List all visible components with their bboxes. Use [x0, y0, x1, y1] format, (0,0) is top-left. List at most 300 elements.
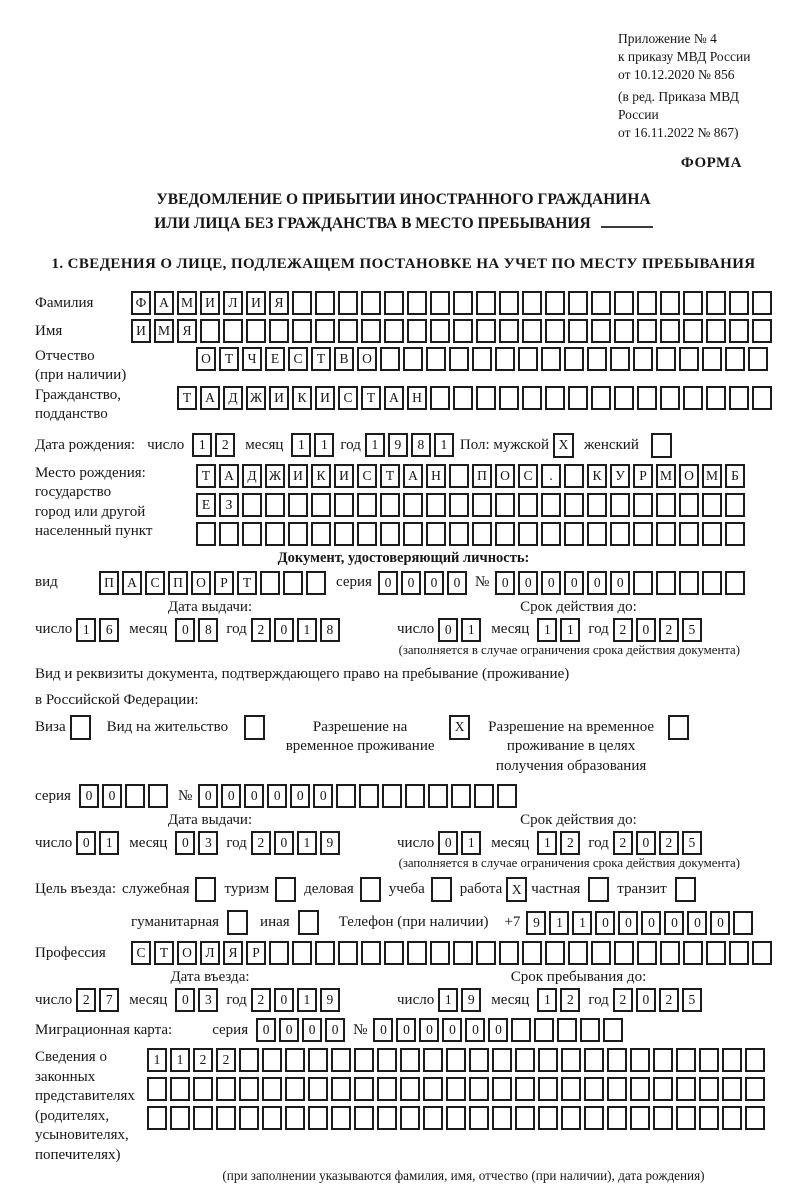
identity-issue-year-cell-4-filled[interactable]: 8	[320, 618, 340, 642]
birth-place-row1-cell-8-filled[interactable]: С	[357, 464, 377, 488]
identity-issue-day-cell-2-filled[interactable]: 6	[99, 618, 119, 642]
birth-place-row2-cell-5-empty[interactable]	[288, 493, 308, 517]
representatives-row2-cell-15-empty[interactable]	[469, 1077, 489, 1101]
migration-number-cell-10-empty[interactable]	[580, 1018, 600, 1042]
profession-cell-5-filled[interactable]: Я	[223, 941, 243, 965]
birth-place-row3-cell-22-empty[interactable]	[679, 522, 699, 546]
representatives-row3-cell-10-empty[interactable]	[354, 1106, 374, 1130]
birth-place-row3-cell-9-empty[interactable]	[380, 522, 400, 546]
purpose-private-checkbox-cell-1-empty[interactable]	[588, 877, 609, 902]
surname-cell-26-empty[interactable]	[706, 291, 726, 315]
representatives-row2-cell-10-empty[interactable]	[354, 1077, 374, 1101]
citizenship-cell-10-filled[interactable]: А	[384, 386, 404, 410]
citizenship-cell-24-empty[interactable]	[706, 386, 726, 410]
surname-cell-8-empty[interactable]	[292, 291, 312, 315]
representatives-row1-cell-27-empty[interactable]	[745, 1048, 765, 1072]
firstname-cell-15-empty[interactable]	[453, 319, 473, 343]
patronymic-cell-14-empty[interactable]	[495, 347, 515, 371]
identity-number-cell-3-filled[interactable]: 0	[541, 571, 561, 595]
migration-number-cell-1-filled[interactable]: 0	[373, 1018, 393, 1042]
representatives-row3-cell-1-empty[interactable]	[147, 1106, 167, 1130]
citizenship-cell-9-filled[interactable]: Т	[361, 386, 381, 410]
profession-cell-17-empty[interactable]	[499, 941, 519, 965]
representatives-row2-cell-24-empty[interactable]	[676, 1077, 696, 1101]
representatives-row2-cell-11-empty[interactable]	[377, 1077, 397, 1101]
identity-series-cell-1-filled[interactable]: 0	[378, 571, 398, 595]
representatives-row2-cell-18-empty[interactable]	[538, 1077, 558, 1101]
representatives-row2-cell-21-empty[interactable]	[607, 1077, 627, 1101]
surname-cell-19-empty[interactable]	[545, 291, 565, 315]
residence-number-cell-5-filled[interactable]: 0	[290, 784, 310, 808]
birth-place-row3-cell-16-empty[interactable]	[541, 522, 561, 546]
surname-cell-20-empty[interactable]	[568, 291, 588, 315]
birth-place-row3-cell-19-empty[interactable]	[610, 522, 630, 546]
citizenship-cell-17-empty[interactable]	[545, 386, 565, 410]
identity-number-cell-5-filled[interactable]: 0	[587, 571, 607, 595]
residence-number-cell-13-empty[interactable]	[474, 784, 494, 808]
surname-cell-23-empty[interactable]	[637, 291, 657, 315]
surname-cell-18-empty[interactable]	[522, 291, 542, 315]
surname-cell-2-filled[interactable]: А	[154, 291, 174, 315]
citizenship-cell-1-filled[interactable]: Т	[177, 386, 197, 410]
residence-issue-day-cell-2-filled[interactable]: 1	[99, 831, 119, 855]
firstname-cell-27-empty[interactable]	[729, 319, 749, 343]
birth-place-row1-cell-24-filled[interactable]: Б	[725, 464, 745, 488]
surname-cell-15-empty[interactable]	[453, 291, 473, 315]
migration-number-cell-6-filled[interactable]: 0	[488, 1018, 508, 1042]
identity-issue-year-cell-2-filled[interactable]: 0	[274, 618, 294, 642]
phone-cell-6-filled[interactable]: 0	[641, 911, 661, 935]
residence-issue-year-cell-4-filled[interactable]: 9	[320, 831, 340, 855]
entry-year-cell-2-filled[interactable]: 0	[274, 988, 294, 1012]
patronymic-cell-3-filled[interactable]: Ч	[242, 347, 262, 371]
patronymic-cell-23-empty[interactable]	[702, 347, 722, 371]
representatives-row3-cell-9-empty[interactable]	[331, 1106, 351, 1130]
identity-valid-month-cell-2-filled[interactable]: 1	[560, 618, 580, 642]
profession-cell-10-empty[interactable]	[338, 941, 358, 965]
birth-place-row2-cell-14-empty[interactable]	[495, 493, 515, 517]
identity-valid-year-cell-4-filled[interactable]: 5	[682, 618, 702, 642]
patronymic-cell-25-empty[interactable]	[748, 347, 768, 371]
birth-place-row1-cell-22-filled[interactable]: О	[679, 464, 699, 488]
representatives-row1-cell-5-empty[interactable]	[239, 1048, 259, 1072]
birth-place-row2-cell-15-empty[interactable]	[518, 493, 538, 517]
birth-place-row3-cell-7-empty[interactable]	[334, 522, 354, 546]
patronymic-cell-6-filled[interactable]: Т	[311, 347, 331, 371]
representatives-row2-cell-3-empty[interactable]	[193, 1077, 213, 1101]
residence-series-cell-2-filled[interactable]: 0	[102, 784, 122, 808]
identity-kind-cell-7-filled[interactable]: Т	[237, 571, 257, 595]
surname-cell-27-empty[interactable]	[729, 291, 749, 315]
birth-place-row1-cell-1-filled[interactable]: Т	[196, 464, 216, 488]
patronymic-cell-24-empty[interactable]	[725, 347, 745, 371]
representatives-row1-cell-9-empty[interactable]	[331, 1048, 351, 1072]
stay-year-cell-1-filled[interactable]: 2	[613, 988, 633, 1012]
representatives-row3-cell-21-empty[interactable]	[607, 1106, 627, 1130]
firstname-cell-7-empty[interactable]	[269, 319, 289, 343]
profession-cell-7-empty[interactable]	[269, 941, 289, 965]
migration-number-cell-3-filled[interactable]: 0	[419, 1018, 439, 1042]
stay-year-cell-2-filled[interactable]: 0	[636, 988, 656, 1012]
phone-cell-5-filled[interactable]: 0	[618, 911, 638, 935]
identity-issue-year-cell-3-filled[interactable]: 1	[297, 618, 317, 642]
representatives-row2-cell-19-empty[interactable]	[561, 1077, 581, 1101]
firstname-cell-21-empty[interactable]	[591, 319, 611, 343]
residence-number-cell-10-empty[interactable]	[405, 784, 425, 808]
birth-place-row3-cell-8-empty[interactable]	[357, 522, 377, 546]
residence-number-cell-4-filled[interactable]: 0	[267, 784, 287, 808]
residence-issue-year-cell-2-filled[interactable]: 0	[274, 831, 294, 855]
representatives-row2-cell-12-empty[interactable]	[400, 1077, 420, 1101]
patronymic-cell-2-filled[interactable]: Т	[219, 347, 239, 371]
stay-month-cell-2-filled[interactable]: 2	[560, 988, 580, 1012]
representatives-row1-cell-12-empty[interactable]	[400, 1048, 420, 1072]
phone-cell-9-filled[interactable]: 0	[710, 911, 730, 935]
identity-valid-year-cell-3-filled[interactable]: 2	[659, 618, 679, 642]
residence-valid-day-cell-2-filled[interactable]: 1	[461, 831, 481, 855]
citizenship-cell-14-empty[interactable]	[476, 386, 496, 410]
birth-place-row2-cell-21-empty[interactable]	[656, 493, 676, 517]
birth-place-row2-cell-9-empty[interactable]	[380, 493, 400, 517]
stay-day-cell-2-filled[interactable]: 9	[461, 988, 481, 1012]
representatives-row3-cell-27-empty[interactable]	[745, 1106, 765, 1130]
surname-cell-17-empty[interactable]	[499, 291, 519, 315]
birth-place-row1-cell-13-filled[interactable]: П	[472, 464, 492, 488]
firstname-cell-23-empty[interactable]	[637, 319, 657, 343]
birth-place-row3-cell-21-empty[interactable]	[656, 522, 676, 546]
residence-number-cell-9-empty[interactable]	[382, 784, 402, 808]
citizenship-cell-25-empty[interactable]	[729, 386, 749, 410]
birth-place-row3-cell-11-empty[interactable]	[426, 522, 446, 546]
birth-place-row1-cell-9-filled[interactable]: Т	[380, 464, 400, 488]
birth-day-cell-1-filled[interactable]: 1	[192, 433, 212, 457]
patronymic-cell-16-empty[interactable]	[541, 347, 561, 371]
surname-cell-13-empty[interactable]	[407, 291, 427, 315]
citizenship-cell-20-empty[interactable]	[614, 386, 634, 410]
birth-place-row1-cell-5-filled[interactable]: И	[288, 464, 308, 488]
citizenship-cell-21-empty[interactable]	[637, 386, 657, 410]
firstname-cell-19-empty[interactable]	[545, 319, 565, 343]
identity-kind-cell-6-filled[interactable]: Р	[214, 571, 234, 595]
stay-year-cell-3-filled[interactable]: 2	[659, 988, 679, 1012]
representatives-row1-cell-20-empty[interactable]	[584, 1048, 604, 1072]
profession-cell-26-empty[interactable]	[706, 941, 726, 965]
birth-year-cell-3-filled[interactable]: 8	[411, 433, 431, 457]
surname-cell-12-empty[interactable]	[384, 291, 404, 315]
representatives-row2-cell-4-empty[interactable]	[216, 1077, 236, 1101]
phone-cell-7-filled[interactable]: 0	[664, 911, 684, 935]
phone-cell-1-filled[interactable]: 9	[526, 911, 546, 935]
residence-valid-year-cell-2-filled[interactable]: 0	[636, 831, 656, 855]
birth-place-row1-cell-7-filled[interactable]: И	[334, 464, 354, 488]
representatives-row2-cell-2-empty[interactable]	[170, 1077, 190, 1101]
purpose-other-checkbox-cell-1-empty[interactable]	[298, 910, 319, 935]
patronymic-cell-17-empty[interactable]	[564, 347, 584, 371]
birth-place-row3-cell-20-empty[interactable]	[633, 522, 653, 546]
phone-cell-10-empty[interactable]	[733, 911, 753, 935]
firstname-cell-12-empty[interactable]	[384, 319, 404, 343]
firstname-cell-16-empty[interactable]	[476, 319, 496, 343]
representatives-row2-cell-25-empty[interactable]	[699, 1077, 719, 1101]
purpose-tourism-checkbox-cell-1-empty[interactable]	[275, 877, 296, 902]
profession-cell-18-empty[interactable]	[522, 941, 542, 965]
surname-cell-3-filled[interactable]: М	[177, 291, 197, 315]
representatives-row3-cell-2-empty[interactable]	[170, 1106, 190, 1130]
migration-series-cell-3-filled[interactable]: 0	[302, 1018, 322, 1042]
birth-place-row3-cell-4-empty[interactable]	[265, 522, 285, 546]
citizenship-cell-26-empty[interactable]	[752, 386, 772, 410]
identity-valid-day-cell-2-filled[interactable]: 1	[461, 618, 481, 642]
birth-place-row1-cell-10-filled[interactable]: А	[403, 464, 423, 488]
firstname-cell-1-filled[interactable]: И	[131, 319, 151, 343]
option-temp-residence-edu-checkbox-cell-1-empty[interactable]	[668, 715, 689, 740]
surname-cell-21-empty[interactable]	[591, 291, 611, 315]
birth-place-row1-cell-21-filled[interactable]: М	[656, 464, 676, 488]
representatives-row3-cell-26-empty[interactable]	[722, 1106, 742, 1130]
residence-number-cell-1-filled[interactable]: 0	[198, 784, 218, 808]
birth-place-row3-cell-23-empty[interactable]	[702, 522, 722, 546]
patronymic-cell-22-empty[interactable]	[679, 347, 699, 371]
birth-place-row2-cell-7-empty[interactable]	[334, 493, 354, 517]
representatives-row3-cell-25-empty[interactable]	[699, 1106, 719, 1130]
representatives-row3-cell-6-empty[interactable]	[262, 1106, 282, 1130]
representatives-row1-cell-8-empty[interactable]	[308, 1048, 328, 1072]
representatives-row2-cell-16-empty[interactable]	[492, 1077, 512, 1101]
firstname-cell-22-empty[interactable]	[614, 319, 634, 343]
residence-valid-year-cell-4-filled[interactable]: 5	[682, 831, 702, 855]
migration-number-cell-2-filled[interactable]: 0	[396, 1018, 416, 1042]
migration-series-cell-2-filled[interactable]: 0	[279, 1018, 299, 1042]
citizenship-cell-3-filled[interactable]: Д	[223, 386, 243, 410]
profession-cell-19-empty[interactable]	[545, 941, 565, 965]
birth-place-row1-cell-18-filled[interactable]: К	[587, 464, 607, 488]
surname-cell-25-empty[interactable]	[683, 291, 703, 315]
profession-cell-27-empty[interactable]	[729, 941, 749, 965]
entry-year-cell-1-filled[interactable]: 2	[251, 988, 271, 1012]
representatives-row3-cell-11-empty[interactable]	[377, 1106, 397, 1130]
firstname-cell-14-empty[interactable]	[430, 319, 450, 343]
birth-place-row3-cell-3-empty[interactable]	[242, 522, 262, 546]
patronymic-cell-11-empty[interactable]	[426, 347, 446, 371]
surname-cell-6-filled[interactable]: И	[246, 291, 266, 315]
representatives-row1-cell-7-empty[interactable]	[285, 1048, 305, 1072]
representatives-row2-cell-26-empty[interactable]	[722, 1077, 742, 1101]
residence-issue-month-cell-1-filled[interactable]: 0	[175, 831, 195, 855]
citizenship-cell-13-empty[interactable]	[453, 386, 473, 410]
representatives-row1-cell-3-filled[interactable]: 2	[193, 1048, 213, 1072]
representatives-row1-cell-1-filled[interactable]: 1	[147, 1048, 167, 1072]
profession-cell-28-empty[interactable]	[752, 941, 772, 965]
identity-issue-year-cell-1-filled[interactable]: 2	[251, 618, 271, 642]
migration-series-cell-4-filled[interactable]: 0	[325, 1018, 345, 1042]
identity-number-cell-11-empty[interactable]	[725, 571, 745, 595]
phone-cell-3-filled[interactable]: 1	[572, 911, 592, 935]
profession-cell-20-empty[interactable]	[568, 941, 588, 965]
surname-cell-24-empty[interactable]	[660, 291, 680, 315]
profession-cell-15-empty[interactable]	[453, 941, 473, 965]
representatives-row2-cell-7-empty[interactable]	[285, 1077, 305, 1101]
identity-valid-year-cell-1-filled[interactable]: 2	[613, 618, 633, 642]
firstname-cell-11-empty[interactable]	[361, 319, 381, 343]
identity-kind-cell-1-filled[interactable]: П	[99, 571, 119, 595]
citizenship-cell-18-empty[interactable]	[568, 386, 588, 410]
birth-place-row2-cell-24-empty[interactable]	[725, 493, 745, 517]
representatives-row2-cell-17-empty[interactable]	[515, 1077, 535, 1101]
entry-month-cell-1-filled[interactable]: 0	[175, 988, 195, 1012]
representatives-row3-cell-8-empty[interactable]	[308, 1106, 328, 1130]
birth-place-row1-cell-11-filled[interactable]: Н	[426, 464, 446, 488]
firstname-cell-13-empty[interactable]	[407, 319, 427, 343]
representatives-row1-cell-26-empty[interactable]	[722, 1048, 742, 1072]
surname-cell-1-filled[interactable]: Ф	[131, 291, 151, 315]
citizenship-cell-8-filled[interactable]: С	[338, 386, 358, 410]
profession-cell-25-empty[interactable]	[683, 941, 703, 965]
surname-cell-4-filled[interactable]: И	[200, 291, 220, 315]
birth-place-row1-cell-3-filled[interactable]: Д	[242, 464, 262, 488]
identity-kind-cell-9-empty[interactable]	[283, 571, 303, 595]
profession-cell-4-filled[interactable]: Л	[200, 941, 220, 965]
birth-month-cell-2-filled[interactable]: 1	[314, 433, 334, 457]
surname-cell-11-empty[interactable]	[361, 291, 381, 315]
migration-number-cell-8-empty[interactable]	[534, 1018, 554, 1042]
migration-number-cell-7-empty[interactable]	[511, 1018, 531, 1042]
identity-kind-cell-2-filled[interactable]: А	[122, 571, 142, 595]
birth-month-cell-1-filled[interactable]: 1	[291, 433, 311, 457]
profession-cell-11-empty[interactable]	[361, 941, 381, 965]
firstname-cell-26-empty[interactable]	[706, 319, 726, 343]
birth-place-row2-cell-23-empty[interactable]	[702, 493, 722, 517]
purpose-study-checkbox-cell-1-empty[interactable]	[431, 877, 452, 902]
residence-number-cell-6-filled[interactable]: 0	[313, 784, 333, 808]
representatives-row1-cell-13-empty[interactable]	[423, 1048, 443, 1072]
birth-place-row1-cell-2-filled[interactable]: А	[219, 464, 239, 488]
birth-place-row1-cell-23-filled[interactable]: М	[702, 464, 722, 488]
representatives-row1-cell-17-empty[interactable]	[515, 1048, 535, 1072]
purpose-transit-checkbox-cell-1-empty[interactable]	[675, 877, 696, 902]
profession-cell-2-filled[interactable]: Т	[154, 941, 174, 965]
phone-cell-2-filled[interactable]: 1	[549, 911, 569, 935]
representatives-row3-cell-5-empty[interactable]	[239, 1106, 259, 1130]
representatives-row2-cell-22-empty[interactable]	[630, 1077, 650, 1101]
identity-valid-day-cell-1-filled[interactable]: 0	[438, 618, 458, 642]
representatives-row2-cell-20-empty[interactable]	[584, 1077, 604, 1101]
birth-place-row2-cell-12-empty[interactable]	[449, 493, 469, 517]
patronymic-cell-8-filled[interactable]: О	[357, 347, 377, 371]
birth-place-row2-cell-20-empty[interactable]	[633, 493, 653, 517]
residence-issue-year-cell-1-filled[interactable]: 2	[251, 831, 271, 855]
birth-year-cell-1-filled[interactable]: 1	[365, 433, 385, 457]
option-residence-permit-checkbox-cell-1-empty[interactable]	[244, 715, 265, 740]
firstname-cell-9-empty[interactable]	[315, 319, 335, 343]
representatives-row1-cell-25-empty[interactable]	[699, 1048, 719, 1072]
representatives-row1-cell-24-empty[interactable]	[676, 1048, 696, 1072]
profession-cell-22-empty[interactable]	[614, 941, 634, 965]
firstname-cell-6-empty[interactable]	[246, 319, 266, 343]
patronymic-cell-1-filled[interactable]: О	[196, 347, 216, 371]
surname-cell-28-empty[interactable]	[752, 291, 772, 315]
identity-number-cell-7-empty[interactable]	[633, 571, 653, 595]
representatives-row3-cell-20-empty[interactable]	[584, 1106, 604, 1130]
birth-place-row1-cell-6-filled[interactable]: К	[311, 464, 331, 488]
identity-series-cell-2-filled[interactable]: 0	[401, 571, 421, 595]
residence-number-cell-11-empty[interactable]	[428, 784, 448, 808]
residence-valid-day-cell-1-filled[interactable]: 0	[438, 831, 458, 855]
birth-place-row2-cell-19-empty[interactable]	[610, 493, 630, 517]
birth-place-row2-cell-16-empty[interactable]	[541, 493, 561, 517]
representatives-row1-cell-16-empty[interactable]	[492, 1048, 512, 1072]
representatives-row1-cell-23-empty[interactable]	[653, 1048, 673, 1072]
identity-number-cell-6-filled[interactable]: 0	[610, 571, 630, 595]
representatives-row2-cell-6-empty[interactable]	[262, 1077, 282, 1101]
firstname-cell-10-empty[interactable]	[338, 319, 358, 343]
stay-day-cell-1-filled[interactable]: 1	[438, 988, 458, 1012]
citizenship-cell-11-filled[interactable]: Н	[407, 386, 427, 410]
representatives-row3-cell-24-empty[interactable]	[676, 1106, 696, 1130]
representatives-row1-cell-15-empty[interactable]	[469, 1048, 489, 1072]
residence-issue-month-cell-2-filled[interactable]: 3	[198, 831, 218, 855]
patronymic-cell-9-empty[interactable]	[380, 347, 400, 371]
birth-year-cell-4-filled[interactable]: 1	[434, 433, 454, 457]
residence-number-cell-12-empty[interactable]	[451, 784, 471, 808]
citizenship-cell-7-filled[interactable]: И	[315, 386, 335, 410]
purpose-humanitarian-checkbox-cell-1-empty[interactable]	[227, 910, 248, 935]
migration-number-cell-9-empty[interactable]	[557, 1018, 577, 1042]
representatives-row2-cell-5-empty[interactable]	[239, 1077, 259, 1101]
representatives-row2-cell-13-empty[interactable]	[423, 1077, 443, 1101]
representatives-row3-cell-16-empty[interactable]	[492, 1106, 512, 1130]
birth-place-row3-cell-5-empty[interactable]	[288, 522, 308, 546]
identity-kind-cell-4-filled[interactable]: П	[168, 571, 188, 595]
surname-cell-22-empty[interactable]	[614, 291, 634, 315]
profession-cell-3-filled[interactable]: О	[177, 941, 197, 965]
representatives-row1-cell-18-empty[interactable]	[538, 1048, 558, 1072]
residence-series-cell-1-filled[interactable]: 0	[79, 784, 99, 808]
surname-cell-5-filled[interactable]: Л	[223, 291, 243, 315]
birth-place-row1-cell-16-filled[interactable]: .	[541, 464, 561, 488]
representatives-row2-cell-23-empty[interactable]	[653, 1077, 673, 1101]
birth-place-row2-cell-6-empty[interactable]	[311, 493, 331, 517]
profession-cell-8-empty[interactable]	[292, 941, 312, 965]
birth-place-row2-cell-8-empty[interactable]	[357, 493, 377, 517]
birth-place-row3-cell-1-empty[interactable]	[196, 522, 216, 546]
identity-number-cell-4-filled[interactable]: 0	[564, 571, 584, 595]
option-temp-residence-checkbox-cell-1-filled[interactable]: X	[449, 715, 470, 740]
purpose-official-checkbox-cell-1-empty[interactable]	[195, 877, 216, 902]
firstname-cell-4-empty[interactable]	[200, 319, 220, 343]
profession-cell-6-filled[interactable]: Р	[246, 941, 266, 965]
birth-place-row3-cell-10-empty[interactable]	[403, 522, 423, 546]
representatives-row3-cell-22-empty[interactable]	[630, 1106, 650, 1130]
identity-number-cell-2-filled[interactable]: 0	[518, 571, 538, 595]
identity-valid-year-cell-2-filled[interactable]: 0	[636, 618, 656, 642]
identity-kind-cell-8-empty[interactable]	[260, 571, 280, 595]
birth-place-row3-cell-6-empty[interactable]	[311, 522, 331, 546]
profession-cell-24-empty[interactable]	[660, 941, 680, 965]
birth-place-row2-cell-18-empty[interactable]	[587, 493, 607, 517]
representatives-row1-cell-10-empty[interactable]	[354, 1048, 374, 1072]
surname-cell-16-empty[interactable]	[476, 291, 496, 315]
firstname-cell-20-empty[interactable]	[568, 319, 588, 343]
residence-number-cell-7-empty[interactable]	[336, 784, 356, 808]
representatives-row1-cell-19-empty[interactable]	[561, 1048, 581, 1072]
representatives-row3-cell-3-empty[interactable]	[193, 1106, 213, 1130]
residence-issue-year-cell-3-filled[interactable]: 1	[297, 831, 317, 855]
profession-cell-12-empty[interactable]	[384, 941, 404, 965]
citizenship-cell-5-filled[interactable]: И	[269, 386, 289, 410]
residence-series-cell-4-empty[interactable]	[148, 784, 168, 808]
phone-cell-4-filled[interactable]: 0	[595, 911, 615, 935]
birth-place-row3-cell-17-empty[interactable]	[564, 522, 584, 546]
